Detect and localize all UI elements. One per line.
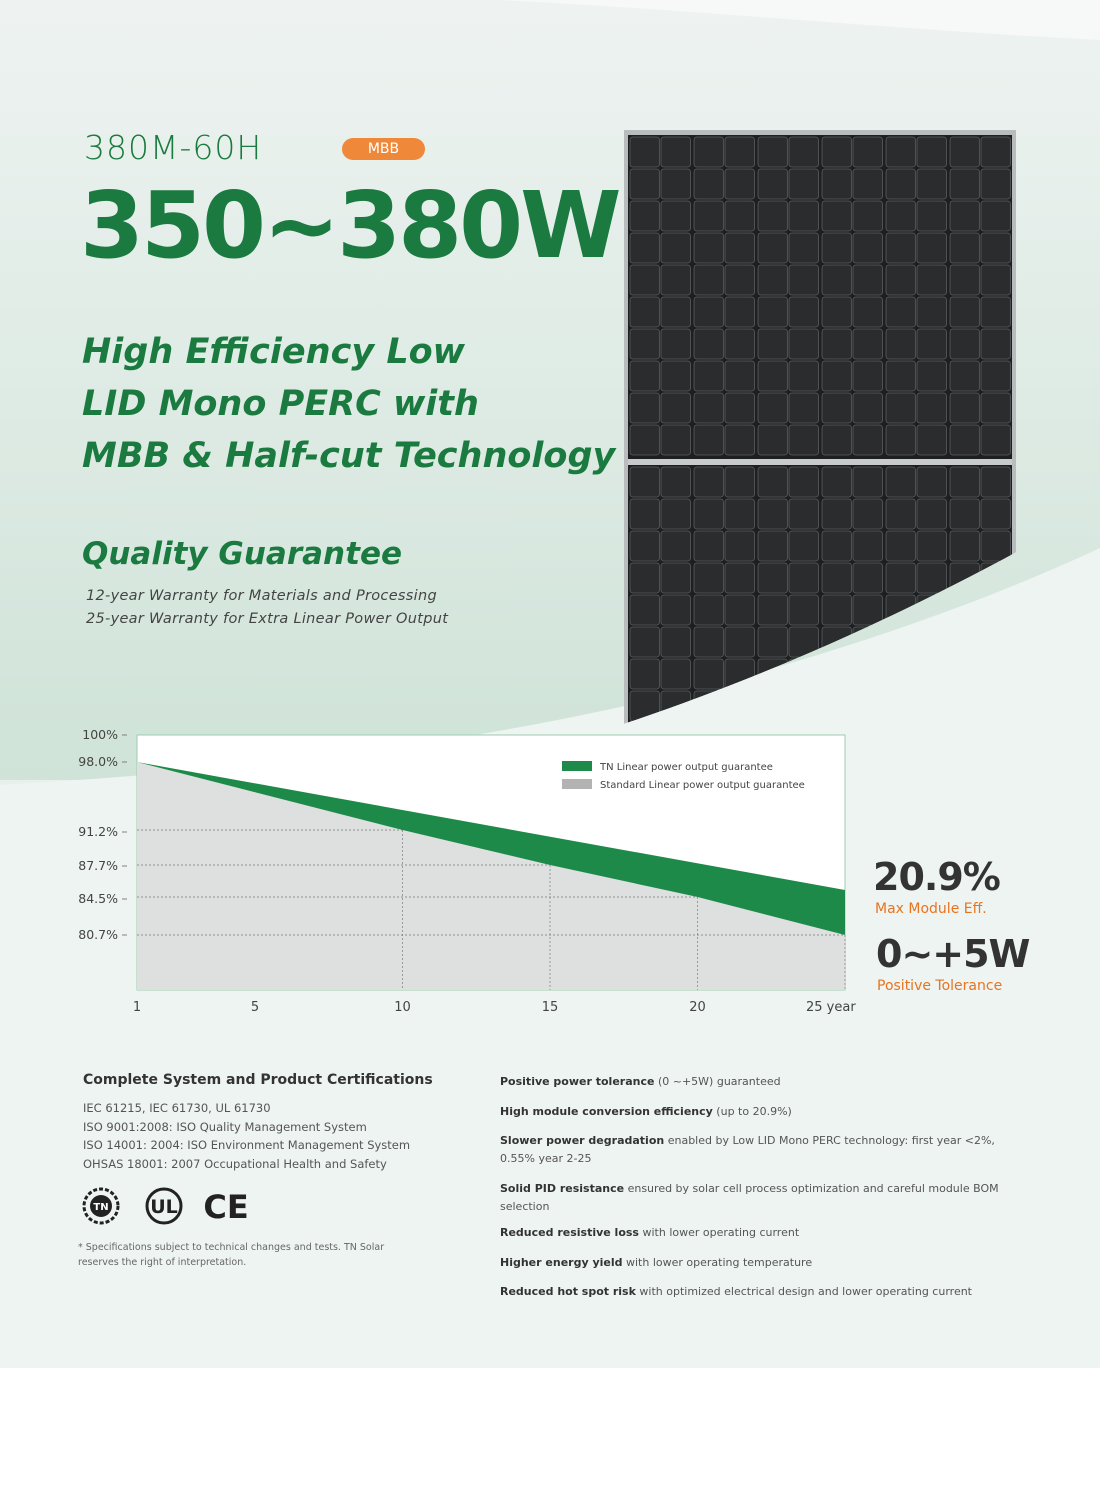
feature-title: Positive power tolerance [500, 1075, 655, 1088]
warranty-line: 25-year Warranty for Extra Linear Power Output [86, 611, 449, 627]
max-efficiency-value: 20.9% [873, 855, 1000, 899]
feature-item [500, 1283, 1020, 1301]
feature-text: with optimized electrical design and lower operating current [635, 1285, 972, 1298]
y-tick-label: 87.7% [78, 858, 118, 873]
headline-line: MBB & Half-cut Technology [82, 436, 616, 476]
feature-text: enabled by Low LID Mono PERC technology: first year <2%, 0.55% year 2-25 [500, 1134, 995, 1165]
feature-title: Reduced hot spot risk [500, 1285, 636, 1298]
x-tick-label: 15 [541, 1000, 559, 1015]
certification-line: ISO 9001:2008: ISO Quality Management System [83, 1119, 367, 1134]
x-tick-label: 1 [132, 1000, 142, 1015]
feature-title: High module conversion efficiency [500, 1105, 713, 1118]
headline-line: LID Mono PERC with [82, 384, 479, 424]
feature-title: Reduced resistive loss [500, 1226, 639, 1239]
ul-logo-text: UL [150, 1196, 178, 1218]
feature-text: (0 ~+5W) guaranteed [654, 1075, 781, 1088]
y-tick-label: 80.7% [78, 927, 118, 942]
ce-cert-logo [203, 1188, 248, 1226]
y-tick-label: 98.0% [78, 754, 118, 769]
model-number: 380M-60H [84, 128, 263, 167]
certification-line: IEC 61215, IEC 61730, UL 61730 [83, 1101, 271, 1115]
feature-item [500, 1132, 1020, 1168]
ce-logo-text: CE [203, 1188, 249, 1226]
feature-text: with lower operating current [638, 1226, 800, 1239]
x-tick-label: 5 [250, 1000, 260, 1015]
y-tick-label: 91.2% [78, 824, 118, 839]
certification-logos [82, 1186, 262, 1228]
power-tolerance-label: Positive Tolerance [877, 978, 1003, 994]
feature-text: ensured by solar cell process optimization and careful module BOM selection [500, 1182, 999, 1213]
y-tick-label: 84.5% [78, 891, 118, 906]
quality-guarantee-title: Quality Guarantee [82, 536, 402, 572]
max-efficiency-label: Max Module Eff. [875, 901, 987, 917]
legend-label: TN Linear power output guarantee [600, 762, 773, 773]
x-tick-label: 10 [394, 1000, 411, 1015]
headline-line: High Efficiency Low [82, 332, 466, 372]
feature-item [500, 1224, 1020, 1242]
footnote: * Specifications subject to technical changes and tests. TN Solar reserves the right of interpretation. [78, 1242, 385, 1268]
legend-swatch [562, 779, 592, 789]
warranty-line: 12-year Warranty for Materials and Processing [86, 588, 437, 604]
y-tick-label: 100% [82, 727, 118, 742]
feature-item [500, 1180, 1020, 1216]
tn-cert-logo [84, 1189, 118, 1223]
tn-logo-text: TN [93, 1202, 109, 1213]
feature-text: (up to 20.9%) [712, 1105, 792, 1118]
feature-item [500, 1103, 1020, 1121]
feature-title: Slower power degradation [500, 1134, 665, 1147]
feature-item [500, 1254, 1020, 1272]
mbb-badge: MBB [342, 138, 425, 160]
certifications-title: Complete System and Product Certifications [83, 1072, 433, 1088]
ul-cert-logo [147, 1189, 181, 1223]
feature-item [500, 1073, 1020, 1091]
legend-label: Standard Linear power output guarantee [600, 780, 805, 791]
certification-line: ISO 14001: 2004: ISO Environment Management System [83, 1138, 411, 1152]
legend-swatch [562, 761, 592, 771]
power-tolerance-value: 0~+5W [876, 932, 1030, 976]
x-tick-label: 20 [689, 1000, 706, 1015]
feature-text: with lower operating temperature [622, 1256, 813, 1269]
power-range: 350~380W [80, 172, 619, 279]
certifications-list [83, 1099, 410, 1173]
certification-line: OHSAS 18001: 2007 Occupational Health and Safety [83, 1156, 387, 1171]
feature-title: Higher energy yield [500, 1256, 623, 1269]
feature-title: Solid PID resistance [500, 1182, 625, 1195]
x-tick-label: 25 year [806, 1000, 856, 1015]
